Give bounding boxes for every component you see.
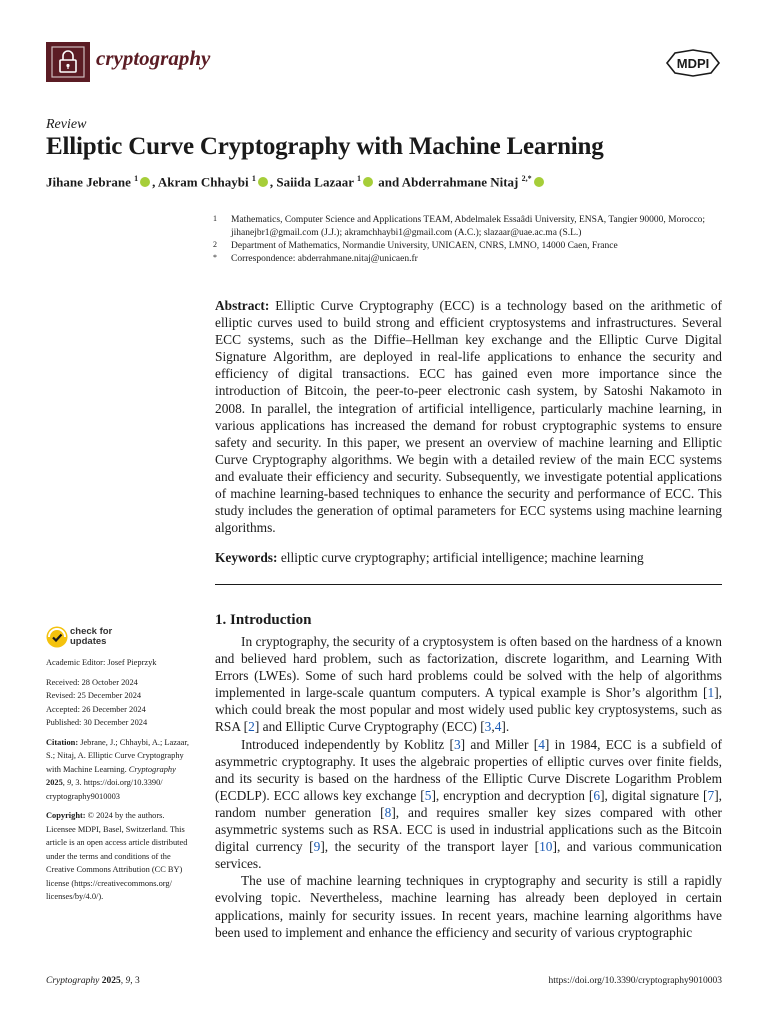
orcid-icon[interactable] <box>140 177 150 187</box>
paragraph-text: ], random number generation [ <box>215 787 723 820</box>
citation-link[interactable]: 8 <box>384 804 392 820</box>
citation-link[interactable]: 3 <box>484 719 492 735</box>
paragraph-2 <box>215 736 722 873</box>
orcid-icon[interactable] <box>534 177 544 187</box>
citation-link[interactable]: 7 <box>707 787 715 803</box>
author-affiliation-mark: 2,* <box>521 174 532 183</box>
paragraph-text: ]. <box>501 719 510 735</box>
published-date: Published: 30 December 2024 <box>46 718 148 727</box>
paragraph-text: ], the security of the transport layer [ <box>320 839 540 855</box>
mdpi-logo <box>665 49 721 77</box>
paragraph-text: ], which could break the most popular and most widely used public key cryptosystems, such as RSA [ <box>215 685 722 735</box>
affiliation-mark: 1 <box>213 214 217 223</box>
keywords-label: Keywords: <box>215 550 278 565</box>
citation-link[interactable]: 4 <box>538 736 545 752</box>
citation-link[interactable]: 3 <box>453 736 461 752</box>
check-updates-line1: check for <box>70 626 113 637</box>
section-heading: 1. Introduction <box>215 612 312 628</box>
paragraph-text: In cryptography, the security of a cryptosystem is often based on the hardness of a known and believed hard problem, such as factorization, discrete logarithm, and Learning With Errors (LWEs). Some of such hard problems could be solved with the help of algorithms implemented in large-scale quantum computers. A typical example is Shor’s algorithm [ <box>215 634 722 701</box>
academic-editor: Academic Editor: Josef Pieprzyk <box>46 658 157 667</box>
author-affiliation-mark: 1 <box>357 174 362 183</box>
check-updates-line2: updates <box>70 636 107 647</box>
author-separator: , <box>152 174 158 190</box>
paragraph-text: ], digital signature [ <box>600 787 708 803</box>
paragraph-text: Introduced independently by Koblitz [ <box>241 736 454 752</box>
article-title: Elliptic Curve Cryptography with Machine Learning <box>46 133 604 160</box>
mdpi-text: MDPI <box>676 56 710 71</box>
paragraph-text: ] and Elliptic Curve Cryptography (ECC) [ <box>254 719 485 735</box>
author-name: Jihane Jebrane <box>46 174 135 190</box>
abstract-label: Abstract: <box>215 298 270 313</box>
accepted-date: Accepted: 26 December 2024 <box>46 704 146 714</box>
introduction-body <box>215 633 722 941</box>
author-name: Akram Chhaybi <box>157 174 252 190</box>
affiliations <box>213 214 723 266</box>
section-divider <box>215 584 722 585</box>
footer-citation: Cryptography 2025, 9, 3 <box>46 976 140 986</box>
author-name: Abderrahmane Nitaj <box>401 174 522 190</box>
paragraph-text: ], and various communication services. <box>215 839 723 872</box>
affiliation-mark: * <box>213 253 217 262</box>
citation-link[interactable]: 4 <box>494 719 502 735</box>
revised-date: Revised: 25 December 2024 <box>46 691 142 700</box>
paragraph-text: , <box>491 719 495 735</box>
abstract <box>215 297 722 536</box>
abstract-text: Elliptic Curve Cryptography (ECC) is a technology based on the arithmetic of elliptic curves used to build strong and efficient cryptosystems and infrastructures. Several ECC systems, such as the Diffie–Hellman key exchange and the Elliptic Curve Digital Signature Algorithm, are deployed in real-life applications to enhance the security and efficiency of digital transactions. ECC has gained even more importance since the introduction of Bitcoin, the peer-to-peer electronic cash system, by Satoshi Nakamoto in 2008. In parallel, the integration of artificial intelligence, particularly machine learning, in various applications has increased the demand for robust cryptographic systems to ensure safety and security. In this paper, we present an overview of machine learning and Elliptic Curve Cryptography algorithms. We begin with a detailed review of the main ECC systems and evaluate their efficiency and security. Subsequently, we investigate potential applications of machine learning-based techniques to enhance the security and performance of ECC. This study includes the generation of optimal parameters for ECC systems using machine learning algorithms. <box>215 298 722 536</box>
affiliation-item <box>213 214 723 240</box>
keywords <box>215 550 722 566</box>
paragraph-3 <box>215 872 722 940</box>
footer-doi-link[interactable]: https://doi.org/10.3390/cryptography9010003 <box>548 976 722 986</box>
orcid-icon[interactable] <box>363 177 373 187</box>
affiliation-item <box>213 240 723 253</box>
lock-icon <box>46 42 90 82</box>
article-type: Review <box>46 117 87 132</box>
paragraph-text: ] in 1984, ECC is a subfield of asymmetric cryptography. It uses the algebraic properties of elliptic curves over finite fields, and its security is based on the hardness of the Elliptic Curve Discrete Logarithm Problem (ECDLP). ECC allows key exchange [ <box>215 736 722 803</box>
affiliation-text: Department of Mathematics, Normandie University, UNICAEN, CNRS, LMNO, 14000 Caen, France <box>231 241 618 251</box>
copyright: Copyright: © 2024 by the authors. Licensee MDPI, Basel, Switzerland. This article is an open access article distributed under the terms and conditions of the Creative Commons Attribution (CC BY) license (https://creativecommons.org/ licenses/by/4.0/). <box>46 811 188 901</box>
citation-link[interactable]: 9 <box>313 839 321 855</box>
author-separator: and <box>375 174 402 190</box>
paragraph-text: ], and requires smaller key sizes compared with other asymmetric systems such as RSA. ECC is used in industrial applications such as the Bitcoin digital currency [ <box>215 804 722 855</box>
paragraph-text: The use of machine learning techniques in cryptography and security is still a rapidly evolving topic. Nevertheless, machine learning has already been deployed in certain applications, mainly for security issues. In recent years, machine learning algorithms have been used to implement and enhance the efficiency and security of various cryptographic <box>215 873 722 940</box>
citation-link[interactable]: 5 <box>424 787 432 803</box>
author-affiliation-mark: 1 <box>251 174 256 183</box>
check-icon <box>46 626 68 648</box>
citation-label: Citation: <box>46 737 79 747</box>
author-name: Saiida Lazaar <box>276 174 358 190</box>
paragraph-text: ], encryption and decryption [ <box>431 787 594 803</box>
orcid-icon[interactable] <box>258 177 268 187</box>
journal-name: cryptography <box>96 46 211 70</box>
affiliation-text: Correspondence: abderrahmane.nitaj@unicaen.fr <box>231 254 418 264</box>
sidebar <box>46 656 196 904</box>
affiliation-text: Mathematics, Computer Science and Applications TEAM, Abdelmalek Essaâdi University, ENSA, Tangier 90000, Morocco; jihanejbr1@gmail.com (J.J.); akramchhaybi1@gmail.com (A.C.); slazaar@uae.ac.ma (S.L.) <box>231 215 706 238</box>
affiliation-item <box>213 253 723 266</box>
paragraph-text: ] and Miller [ <box>460 736 539 752</box>
citation: Citation: Jebrane, J.; Chhaybi, A.; Lazaar, S.; Nitaj, A. Elliptic Curve Cryptography with Machine Learning. Cryptography 2025, 9, 3. https://doi.org/10.3390/ cryptography9010003 <box>46 737 189 801</box>
citation-link[interactable]: 2 <box>248 719 255 735</box>
author-affiliation-mark: 1 <box>134 174 139 183</box>
keywords-text: elliptic curve cryptography; artificial intelligence; machine learning <box>280 550 644 565</box>
copyright-label: Copyright: <box>46 811 86 820</box>
author-list <box>46 174 546 190</box>
journal-logo <box>46 42 90 82</box>
citation-link[interactable]: 1 <box>707 685 715 701</box>
check-for-updates-button[interactable] <box>46 626 126 650</box>
citation-link[interactable]: 6 <box>593 787 601 803</box>
author-separator: , <box>269 174 277 190</box>
citation-link[interactable]: 10 <box>539 839 553 855</box>
received-date: Received: 28 October 2024 <box>46 677 138 687</box>
paragraph-1 <box>215 633 722 736</box>
affiliation-mark: 2 <box>213 240 217 249</box>
